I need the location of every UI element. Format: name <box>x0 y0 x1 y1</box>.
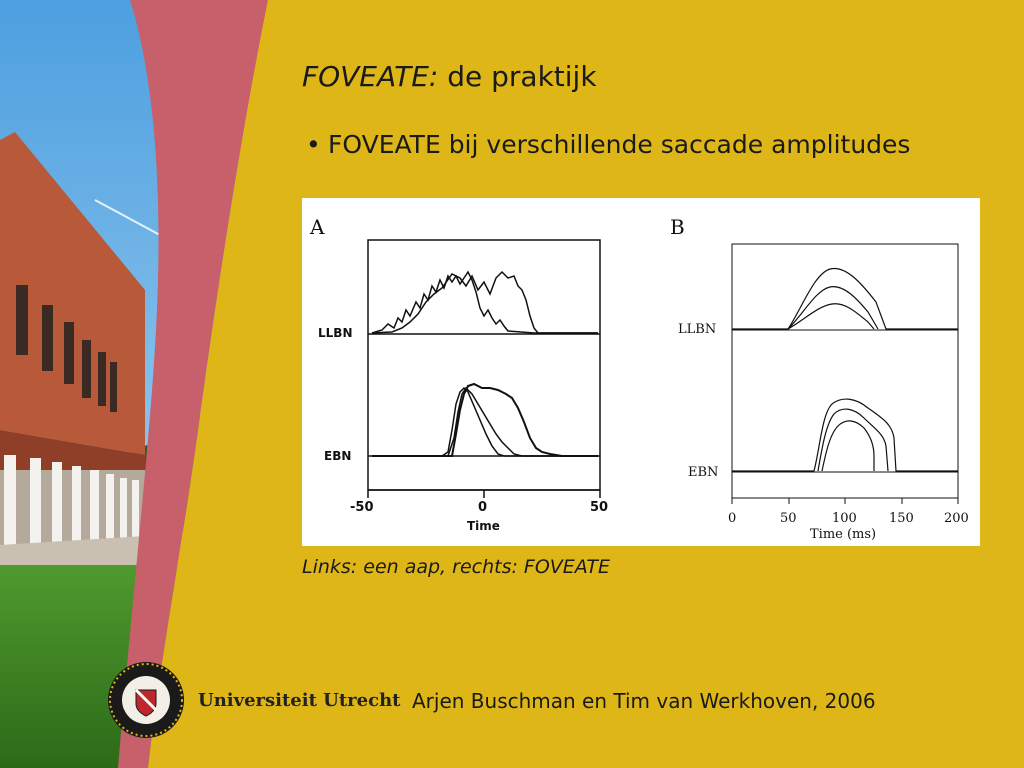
panel-b-tick-0: 0 <box>728 511 737 526</box>
panel-b-row-label-ebn: EBN <box>688 465 719 480</box>
panel-b-label: B <box>670 215 685 239</box>
university-seal-logo <box>106 660 186 740</box>
panel-a-ebn-trace-1 <box>372 388 598 456</box>
panel-b-ebn-curve-2 <box>818 409 888 471</box>
panel-a <box>309 215 608 533</box>
panel-a-llbn-trace-2 <box>372 272 598 333</box>
title-italic: FOVEATE: <box>302 60 439 93</box>
panel-b-llbn-curve-1 <box>732 268 958 329</box>
bullet-dot-icon: • <box>306 130 321 159</box>
panel-a-label: A <box>310 215 325 239</box>
panel-b <box>670 215 969 542</box>
slide-footer-authors: Arjen Buschman en Tim van Werkhoven, 2006 <box>412 689 876 713</box>
bullet-item <box>306 130 910 159</box>
figure-caption: Links: een aap, rechts: FOVEATE <box>302 556 611 578</box>
figure-svg <box>302 198 980 546</box>
panel-b-tick-150: 150 <box>889 511 914 526</box>
bullet-text: FOVEATE bij verschillende saccade amplitudes <box>328 130 911 159</box>
panel-a-tick-50: 50 <box>590 500 609 515</box>
panel-a-row-label-ebn: EBN <box>324 449 352 463</box>
panel-b-tick-200: 200 <box>944 511 969 526</box>
panel-b-ebn-curve-3 <box>822 421 874 471</box>
panel-b-frame <box>732 244 958 498</box>
panel-a-frame <box>368 240 600 490</box>
university-name: Universiteit Utrecht <box>198 690 401 711</box>
panel-a-ebn-trace-3 <box>372 384 598 456</box>
panel-a-tick-0: 0 <box>478 500 488 515</box>
panel-a-xlabel: Time <box>467 519 500 533</box>
panel-b-xlabel: Time (ms) <box>810 527 877 542</box>
figure <box>302 198 980 546</box>
panel-a-tick-neg50: -50 <box>350 500 374 515</box>
panel-b-row-label-llbn: LLBN <box>678 322 717 337</box>
panel-b-ebn-curve-1 <box>732 399 958 471</box>
panel-a-row-label-llbn: LLBN <box>318 326 353 340</box>
slide-title <box>302 60 597 93</box>
panel-a-ebn-trace-2 <box>372 388 598 456</box>
panel-b-tick-100: 100 <box>832 511 857 526</box>
panel-b-llbn-curve-2 <box>788 287 878 329</box>
panel-a-llbn-trace-1 <box>372 272 598 333</box>
panel-b-tick-50: 50 <box>780 511 797 526</box>
title-rest: de praktijk <box>438 60 597 93</box>
